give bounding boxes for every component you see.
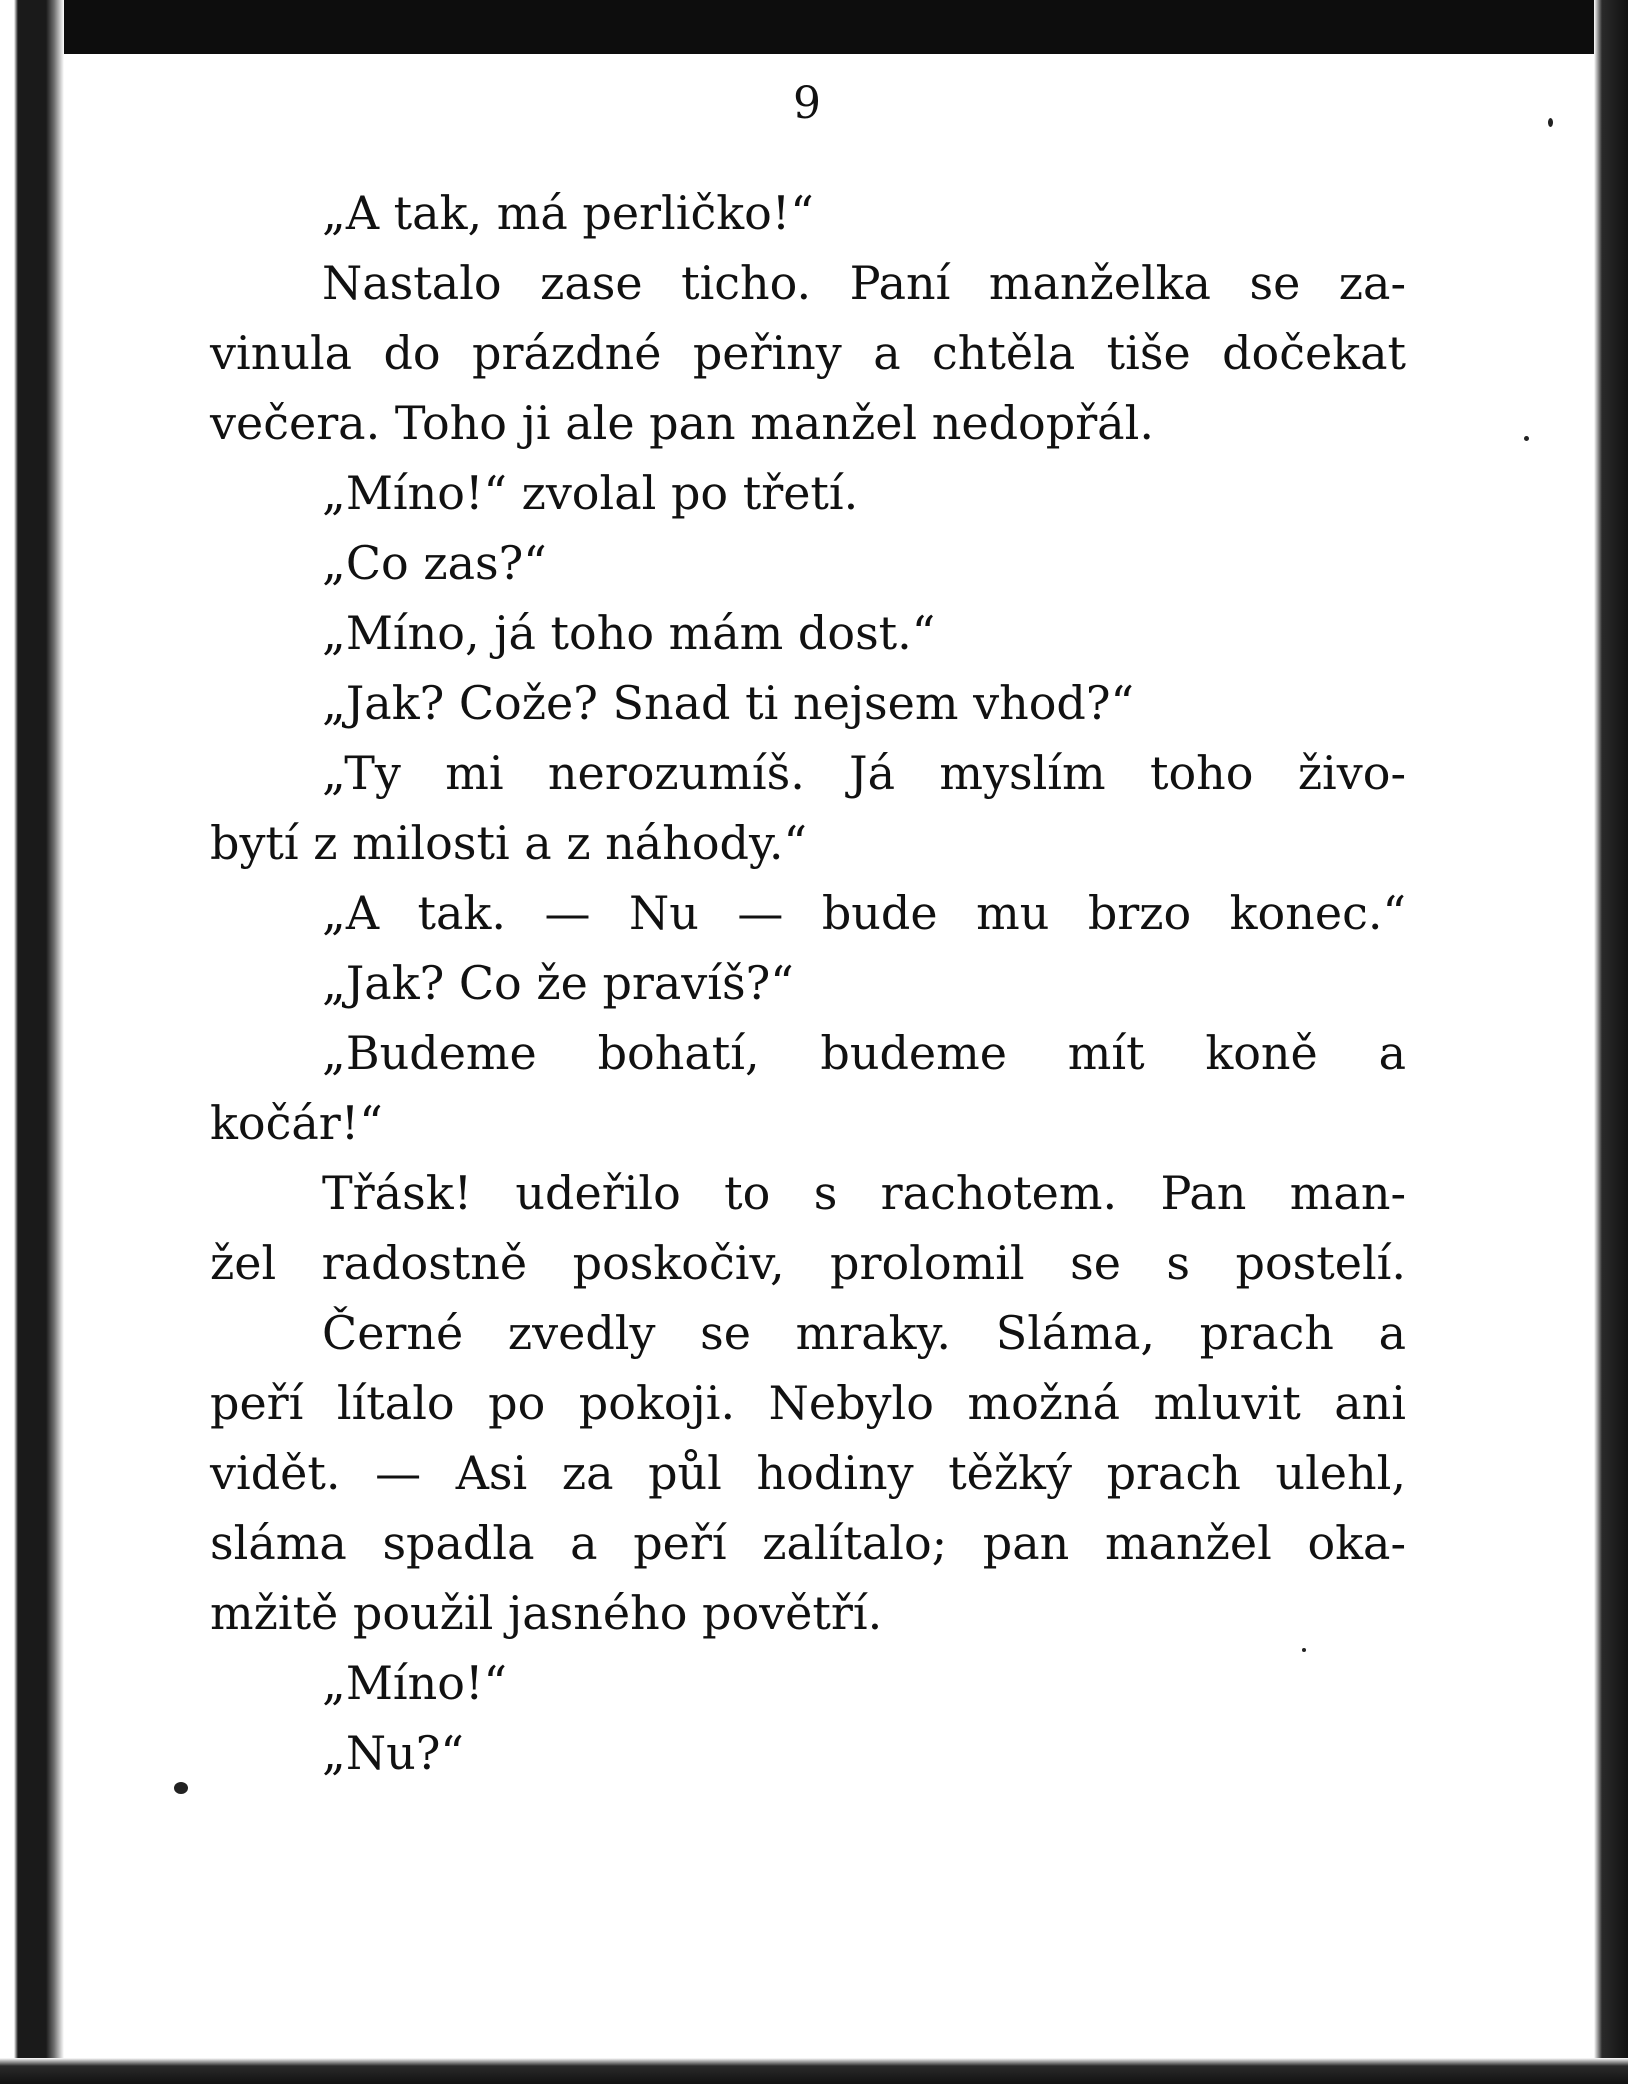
page-text <box>210 178 1406 1788</box>
text-line: „Ty mi nerozumíš. Já myslím toho živo- <box>322 746 1406 800</box>
text-line: „Co zas?“ <box>322 536 547 590</box>
scan-border-left <box>0 0 64 2084</box>
book-page <box>70 54 1590 2054</box>
text-line: vidět. — Asi za půl hodiny těžký prach ulehl, <box>210 1446 1406 1500</box>
text-line: bytí z milosti a z náhody.“ <box>210 816 808 870</box>
text-line: „A tak. — Nu — bude mu brzo konec.“ <box>322 886 1406 940</box>
text-line: „Míno!“ zvolal po třetí. <box>322 466 859 520</box>
text-line: vinula do prázdné peřiny a chtěla tiše dočekat <box>210 326 1406 380</box>
text-line: „Jak? Cože? Snad ti nejsem vhod?“ <box>322 676 1135 730</box>
scan-border-bottom <box>0 2058 1628 2084</box>
scan-speck <box>1524 436 1529 441</box>
scan-speck <box>1302 1648 1306 1652</box>
text-line: žel radostně poskočiv, prolomil se s postelí. <box>210 1236 1406 1290</box>
scan-speck <box>1548 118 1553 127</box>
text-line: „Jak? Co že pravíš?“ <box>322 956 794 1010</box>
text-line: „Nu?“ <box>322 1726 464 1780</box>
text-line: Nastalo zase ticho. Paní manželka se za- <box>322 256 1406 310</box>
text-line: Černé zvedly se mraky. Sláma, prach a <box>322 1306 1406 1360</box>
scan-border-top <box>0 0 1628 54</box>
text-line: večera. Toho ji ale pan manžel nedopřál. <box>210 396 1154 450</box>
scan-border-right <box>1594 0 1628 2084</box>
page-number: 9 <box>793 78 821 129</box>
text-line: peří lítalo po pokoji. Nebylo možná mluvit ani <box>210 1376 1406 1430</box>
text-line: mžitě použil jasného povětří. <box>210 1586 883 1640</box>
text-line: Třásk! udeřilo to s rachotem. Pan man- <box>322 1166 1406 1220</box>
text-line: „Míno, já toho mám dost.“ <box>322 606 936 660</box>
scan-speck <box>174 1782 188 1794</box>
text-line: „A tak, má perličko!“ <box>322 186 814 240</box>
text-line: kočár!“ <box>210 1096 383 1150</box>
text-line: sláma spadla a peří zalítalo; pan manžel oka- <box>210 1516 1406 1570</box>
text-line: „Míno!“ <box>322 1656 507 1710</box>
text-line: „Budeme bohatí, budeme mít koně a <box>322 1026 1406 1080</box>
